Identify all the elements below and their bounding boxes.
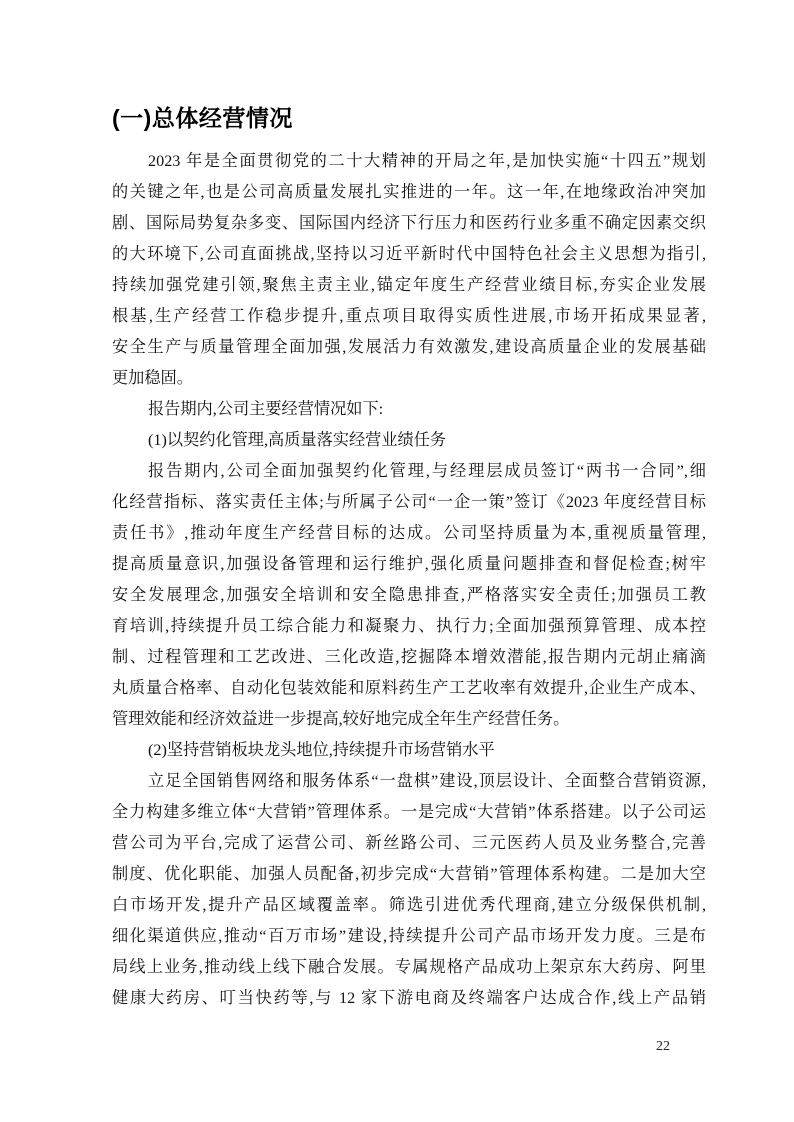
item-2-subheading bbox=[112, 735, 706, 766]
text-line: 局线上业务,推动线上线下融合发展。专属规格产品成功上架京东大药房、阿里 bbox=[112, 958, 706, 976]
text-line: 更加稳固。 bbox=[112, 369, 193, 387]
page-number: 22 bbox=[656, 1039, 670, 1054]
text-line: 2023 年是全面贯彻党的二十大精神的开局之年,是加快实施“十四五”规划 bbox=[148, 152, 706, 170]
para-item-2-detail bbox=[112, 766, 706, 1014]
text-line: 提高质量意识,加强设备管理和运行维护,强化质量问题排查和督促检查;树牢 bbox=[112, 555, 706, 573]
text-line: 白市场开发,提升产品区域覆盖率。筛选引进优秀代理商,建立分级保供机制, bbox=[112, 896, 706, 914]
text-line: 安全发展理念,加强安全培训和安全隐患排查,严格落实安全责任;加强员工教 bbox=[112, 586, 706, 604]
text-line: 全力构建多维立体“大营销”管理体系。一是完成“大营销”体系搭建。以子公司运 bbox=[112, 803, 706, 821]
body-text bbox=[112, 146, 706, 1014]
para-overall-operation bbox=[112, 146, 706, 394]
text-line: 细化渠道供应,推动“百万市场”建设,持续提升公司产品市场开发力度。三是布 bbox=[112, 927, 706, 945]
text-line: 健康大药房、叮当快药等,与 12 家下游电商及终端客户达成合作,线上产品销 bbox=[112, 989, 706, 1007]
text-line: 丸质量合格率、自动化包装效能和原料药生产工艺收率有效提升,企业生产成本、 bbox=[112, 679, 706, 697]
text-line: 责任书》,推动年度生产经营目标的达成。公司坚持质量为本,重视质量管理, bbox=[112, 524, 706, 542]
text-line: 根基,生产经营工作稳步提升,重点项目取得实质性进展,市场开拓成果显著, bbox=[112, 307, 706, 325]
section-heading: (一)总体经营情况 bbox=[112, 105, 293, 131]
text-line: 的关键之年,也是公司高质量发展扎实推进的一年。这一年,在地缘政治冲突加 bbox=[112, 183, 706, 201]
page-content bbox=[112, 100, 706, 1014]
text-line: 的大环境下,公司直面挑战,坚持以习近平新时代中国特色社会主义思想为指引, bbox=[112, 245, 706, 263]
text-line: 营公司为平台,完成了运营公司、新丝路公司、三元医药人员及业务整合,完善 bbox=[112, 834, 706, 852]
text-line: 安全生产与质量管理全面加强,发展活力有效激发,建设高质量企业的发展基础 bbox=[112, 338, 706, 356]
text-line: 报告期内,公司主要经营情况如下: bbox=[148, 400, 384, 418]
para-report-intro bbox=[112, 394, 706, 425]
text-line: (1)以契约化管理,高质量落实经营业绩任务 bbox=[148, 431, 447, 449]
text-line: 育培训,持续提升员工综合能力和凝聚力、执行力;全面加强预算管理、成本控 bbox=[112, 617, 706, 635]
text-line: 剧、国际局势复杂多变、国际国内经济下行压力和医药行业多重不确定因素交织 bbox=[112, 214, 706, 232]
para-item-1-detail bbox=[112, 456, 706, 735]
text-line: 制、过程管理和工艺改进、三化改造,挖掘降本增效潜能,报告期内元胡止痛滴 bbox=[112, 648, 706, 666]
item-1-subheading bbox=[112, 425, 706, 456]
text-line: 化经营指标、落实责任主体;与所属子公司“一企一策”签订《2023 年度经营目标 bbox=[112, 493, 706, 511]
text-line: 制度、优化职能、加强人员配备,初步完成“大营销”管理体系构建。二是加大空 bbox=[112, 865, 706, 883]
text-line: 报告期内,公司全面加强契约化管理,与经理层成员签订“两书一合同”,细 bbox=[148, 462, 706, 480]
text-line: 立足全国销售网络和服务体系“一盘棋”建设,顶层设计、全面整合营销资源, bbox=[148, 772, 706, 790]
text-line: 持续加强党建引领,聚焦主责主业,锚定年度生产经营业绩目标,夯实企业发展 bbox=[112, 276, 706, 294]
text-line: (2)坚持营销板块龙头地位,持续提升市场营销水平 bbox=[148, 741, 495, 759]
text-line: 管理效能和经济效益进一步提高,较好地完成全年生产经营任务。 bbox=[112, 710, 570, 728]
